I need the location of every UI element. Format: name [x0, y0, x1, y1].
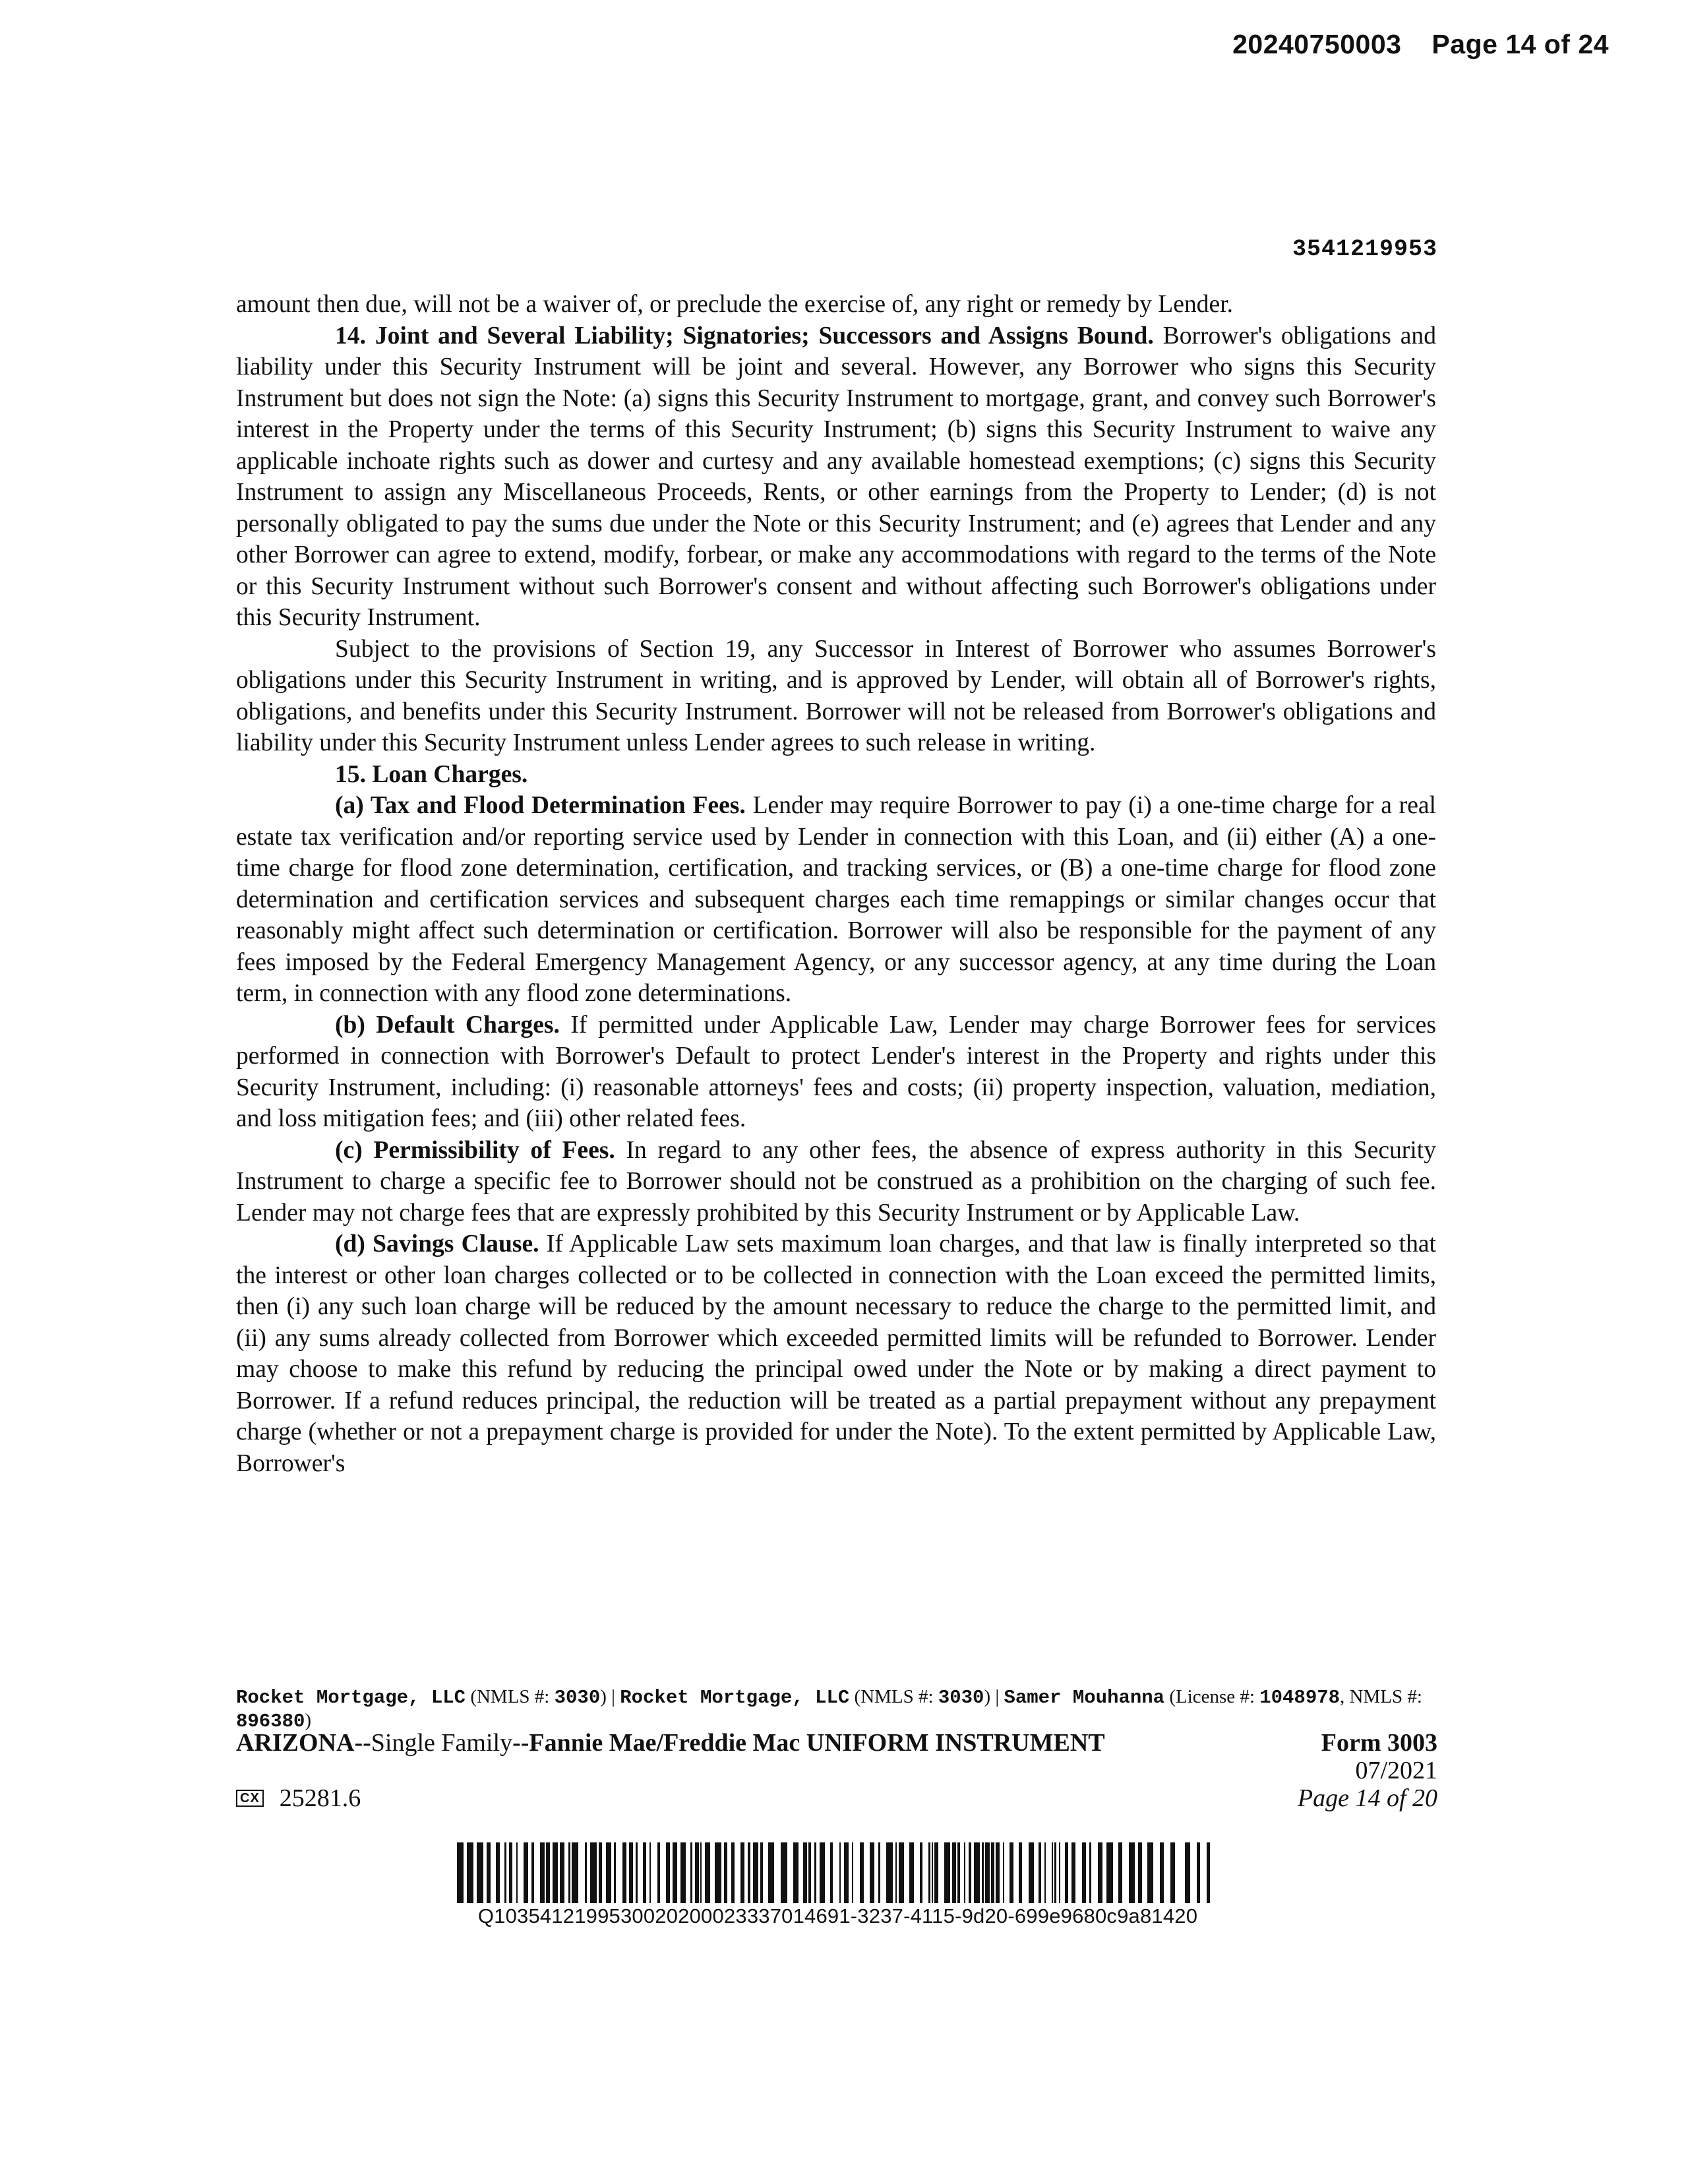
originator-name: Samer Mouhanna: [1004, 1687, 1165, 1709]
section-15a: [236, 790, 1436, 1010]
nmls-number: 3030: [554, 1687, 601, 1709]
section-text: Borrower's obligations and liability under this Security Instrument will be joint and several. However, any Borrower who signs this Security Instrument but does not sign the Note: (a) signs this Security Instrument to mortgage, grant, and convey such Borrower's interest in the Property under the terms of this Security Instrument; (b) signs this Security Instrument to waive any applicable inchoate rights such as dower and curtesy and any available homestead exemptions; (c) signs this Security Instrument to assign any Miscellaneous Proceeds, Rents, or other earnings from the Property to Lender; (d) is not personally obligated to pay the sums due under the Note or this Security Instrument; and (e) agrees that Lender and any other Borrower can agree to extend, modify, forbear, or make any accommodations with regard to the terms of the Note or this Security Instrument without such Borrower's consent and without affecting such Borrower's obligations under this Security Instrument.: [236, 322, 1436, 631]
lender-name: Rocket Mortgage, LLC: [620, 1687, 850, 1709]
form-date: 07/2021: [1355, 1757, 1437, 1784]
section-heading: 15. Loan Charges.: [335, 760, 528, 788]
form-page: Page 14 of 20: [1297, 1784, 1437, 1812]
form-title: ARIZONA--Single Family--Fannie Mae/Freddie Mac UNIFORM INSTRUMENT: [236, 1729, 1105, 1757]
recording-number: 20240750003: [1232, 29, 1402, 59]
subsection-text: If Applicable Law sets maximum loan charges, and that law is finally interpreted so that the interest or other loan charges collected or to be collected in connection with the Loan exceed the permitted limits, then (i) any such loan charge will be reduced by the amount necessary to reduce the charge to the permitted limit, and (ii) any sums already collected from Borrower which exceeded permitted limits will be refunded to Borrower. Lender may choose to make this refund by reducing the principal owed under the Note or by making a direct payment to Borrower. If a refund reduces principal, the reduction will be treated as a partial prepayment without any prepayment charge (whether or not a prepayment charge is provided for under the Note). To the extent permitted by Applicable Law, Borrower's: [236, 1230, 1436, 1477]
form-number: Form 3003: [1321, 1729, 1437, 1757]
section-heading: 14. Joint and Several Liability; Signatories; Successors and Assigns Bound.: [335, 322, 1154, 349]
lender-name: Rocket Mortgage, LLC: [236, 1687, 466, 1709]
section-15d: [236, 1228, 1436, 1479]
section-15c: [236, 1135, 1436, 1229]
section-14: [236, 320, 1436, 634]
subsection-heading: (b) Default Charges.: [335, 1011, 560, 1039]
recording-header: [1232, 29, 1609, 60]
license-number: 1048978: [1259, 1687, 1341, 1709]
subsection-heading: (c) Permissibility of Fees.: [335, 1136, 615, 1164]
barcode: [457, 1842, 1219, 1903]
form-title-row: [236, 1729, 1437, 1757]
doc-code: 25281.6: [279, 1784, 361, 1812]
subsection-text: If permitted under Applicable Law, Lender may charge Borrower fees for services performed in connection with Borrower's Default to protect Lender's interest in the Property and rights under this Security Instrument, including: (i) reasonable attorneys' fees and costs; (ii) property inspection, valuation, mediation, and loss mitigation fees; and (iii) other related fees.: [236, 1011, 1436, 1132]
lender-info: Rocket Mortgage, LLC (NMLS #: 3030) | Rocket Mortgage, LLC (NMLS #: 3030) | Samer Mouhanna (License #: 1048978, NMLS #: 896380): [236, 1686, 1422, 1732]
section-15b: [236, 1010, 1436, 1135]
subsection-text: Lender may require Borrower to pay (i) a one-time charge for a real estate tax verification and/or reporting service used by Lender in connection with this Loan, and (ii) either (A) a one-time charge for flood zone determination, certification, and tracking services, or (B) a one-time charge for flood zone determination and certification services and subsequent charges each time remappings or similar changes occur that reasonably might affect such determination or certification. Borrower will also be responsible for the payment of any fees imposed by the Federal Emergency Management Agency, or any successor agency, at any time during the Loan term, in connection with any flood zone determinations.: [236, 792, 1436, 1007]
section-15: [236, 759, 1436, 791]
nmls-number: 896380: [236, 1711, 305, 1732]
barcode-text: Q10354121995300202000233370146​91-3237-4115-9d20-699e9680c9a81420: [477, 1904, 1198, 1927]
recording-page: Page 14 of 24: [1432, 29, 1609, 59]
subsection-text: In regard to any other fees, the absence of express authority in this Security Instrument to charge a specific fee to Borrower should not be construed as a prohibition on the charging of such fee. Lender may not charge fees that are expressly prohibited by this Security Instrument or by Applicable Law.: [236, 1136, 1436, 1227]
document-body: [236, 289, 1436, 1479]
subsection-heading: (a) Tax and Flood Determination Fees.: [335, 792, 746, 819]
paragraph: amount then due, will not be a waiver of, or preclude the exercise of, any right or remedy by Lender.: [236, 291, 1233, 318]
nmls-number: 3030: [938, 1687, 984, 1709]
paragraph: Subject to the provisions of Section 19, any Successor in Interest of Borrower who assumes Borrower's obligations under this Security Instrument in writing, and is approved by Lender, will obtain all of Borrower's rights, obligations, and benefits under this Security Instrument. Borrower will not be released from Borrower's obligations and liability under this Security Instrument unless Lender agrees to such release in writing.: [236, 635, 1436, 756]
loan-number: 3541219953: [1292, 236, 1437, 262]
subsection-heading: (d) Savings Clause.: [335, 1230, 539, 1258]
cx-logo-icon: CX: [236, 1790, 264, 1807]
